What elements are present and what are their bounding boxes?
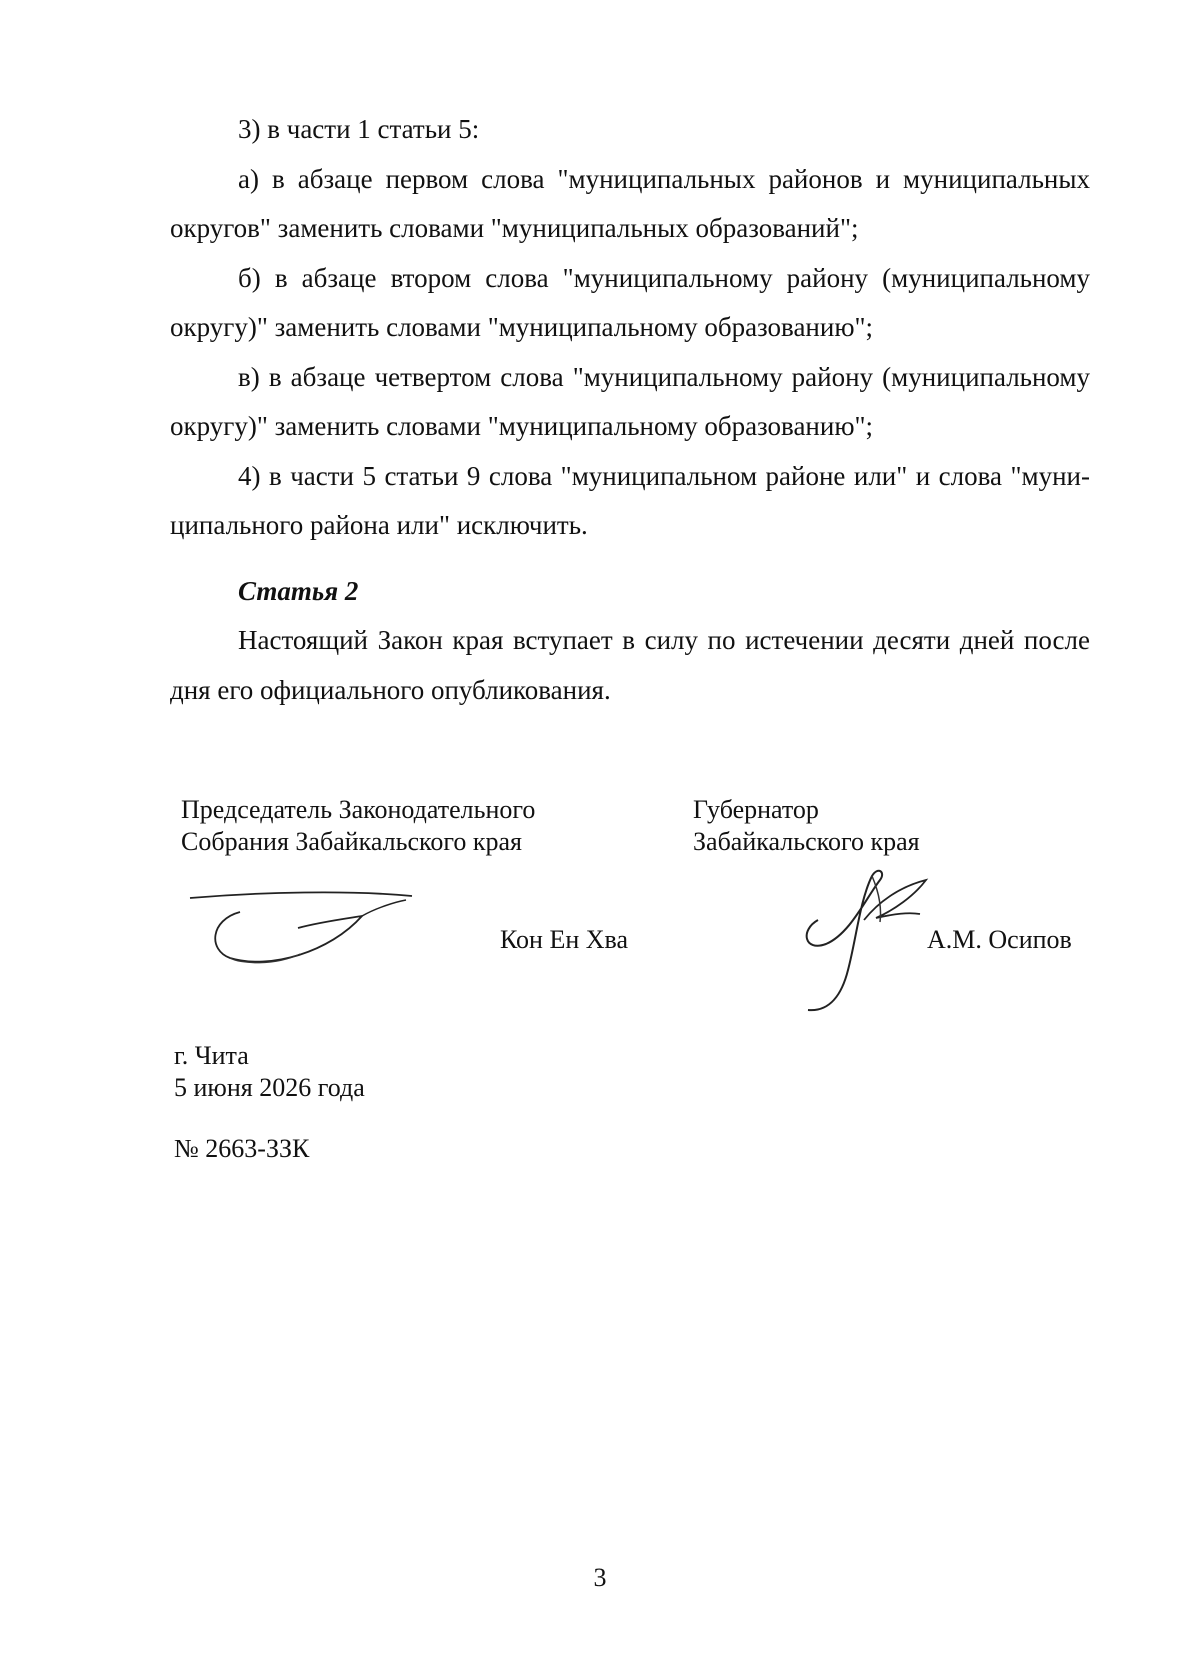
amendment-paragraph: 4) в части 5 статьи 9 слова "муниципальном районе или" и слова "муни-ципального района или" исключить. — [170, 460, 1090, 540]
article-heading: Статья 2 — [238, 575, 359, 606]
date: 5 июня 2026 года — [174, 1073, 365, 1102]
chairman-title-line: Собрания Забайкальского края — [181, 827, 522, 856]
chairman-name: Кон Ен Хва — [500, 925, 629, 954]
governor-title-line: Губернатор — [693, 795, 819, 824]
amendment-paragraph: б) в абзаце втором слова "муниципальному району (муниципальному округу)" заменить словами "муниципальному образованию"; — [170, 262, 1090, 342]
amendment-paragraph: а) в абзаце первом слова "муниципальных районов и муниципальных округов" заменить словами "муниципальных образований"; — [170, 163, 1090, 243]
governor-name: А.М. Осипов — [927, 925, 1072, 954]
handwritten-signature-icon — [790, 860, 940, 1020]
governor-title — [693, 794, 920, 858]
governor-title-line: Забайкальского края — [693, 827, 920, 856]
page-number: 3 — [593, 1563, 607, 1592]
article-text: Настоящий Закон края вступает в силу по истечении десяти дней после дня его официального опубликования. — [170, 625, 1090, 705]
chairman-title-line: Председатель Законодательного — [181, 795, 536, 824]
place: г. Чита — [174, 1041, 249, 1070]
amendment-paragraph: 3) в части 1 статьи 5: — [238, 114, 480, 144]
chairman-title — [181, 794, 535, 858]
document-body — [170, 105, 1090, 715]
amendment-paragraph: в) в абзаце четвертом слова "муниципальному району (муниципальному округу)" заменить словами "муниципальному образованию"; — [170, 361, 1090, 441]
handwritten-signature-icon — [180, 880, 440, 980]
law-number: № 2663-ЗЗК — [174, 1134, 310, 1163]
place-and-date — [174, 1040, 365, 1104]
